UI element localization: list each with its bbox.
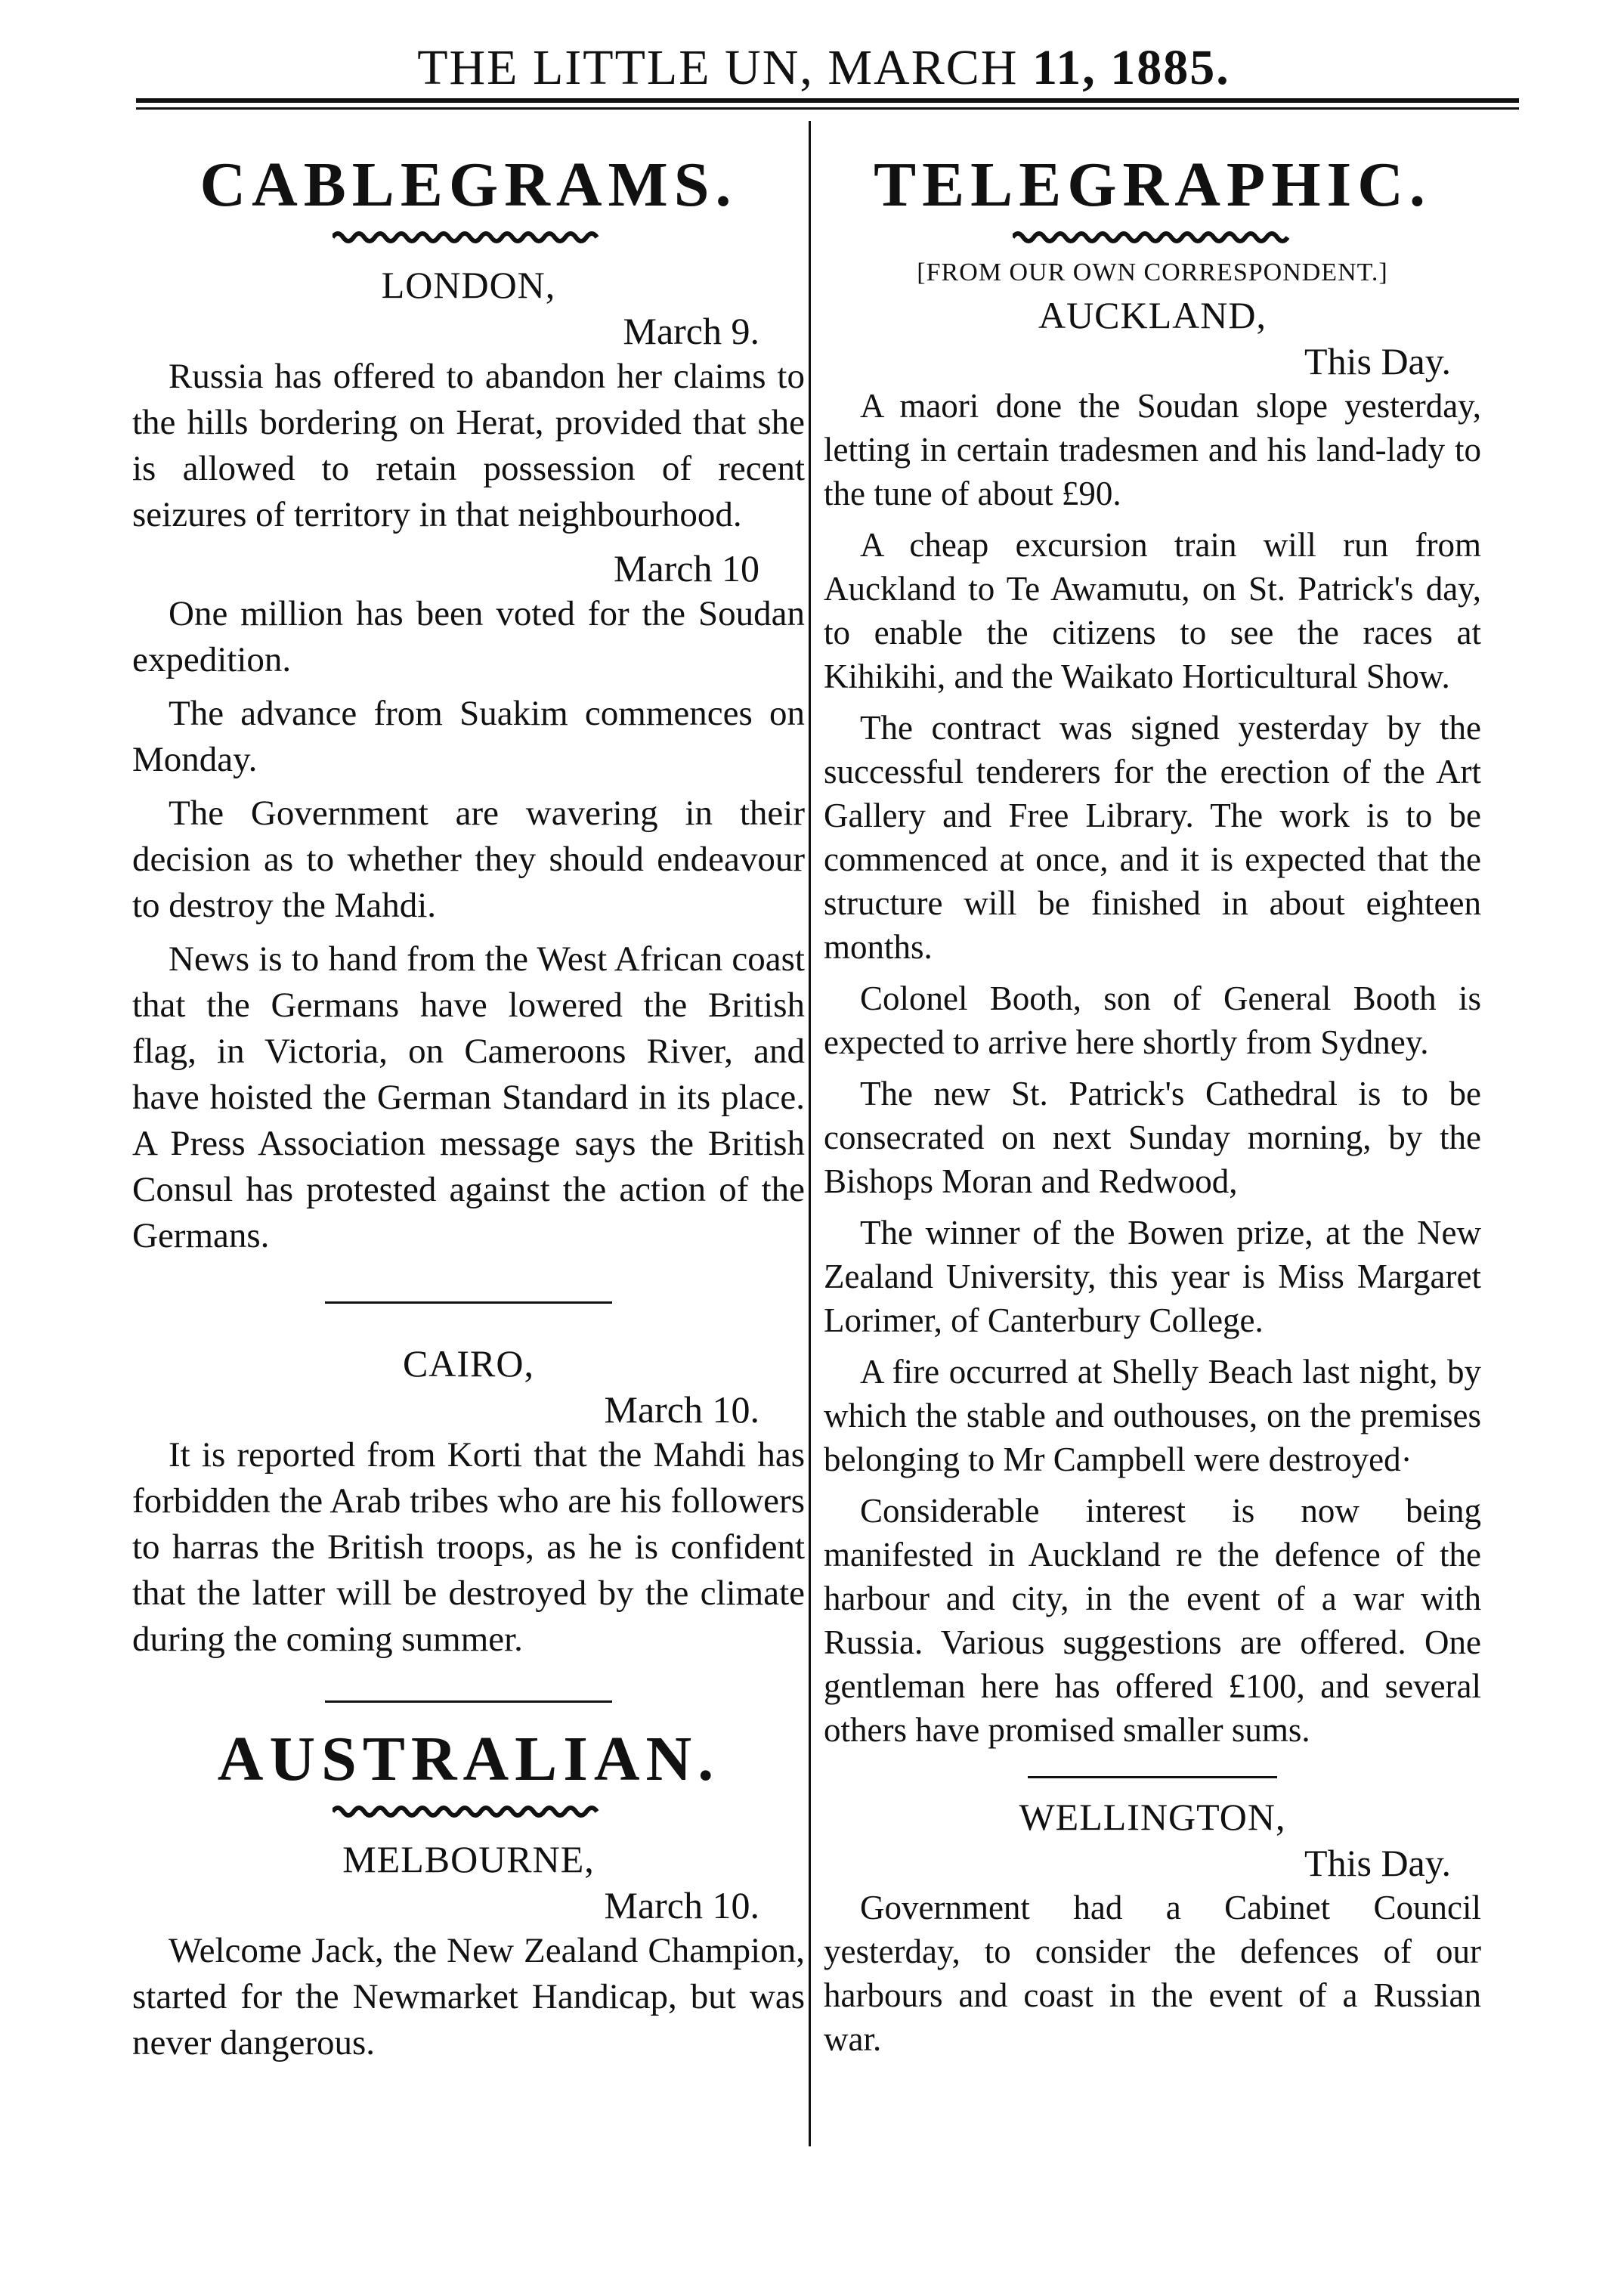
news-item-defence: Considerable interest is now being manifested in Auckland re the defence of the harbour and city, in the event of a war with Russia. Various suggestions are offered. One gentleman here has offered £100, and several others have promised smaller sums. [824,1492,1481,1749]
cairo-dateline: CAIRO, [402,1342,535,1385]
news-item-art-gallery: The contract was signed yesterday by the successful tenderers for the erection of the Art Gallery and Free Library. The work is to be commenced at once, and it is expected that the structure will be finished in about eighteen months. [824,709,1481,966]
news-item-million: One million has been voted for the Soudan expedition. [132,594,805,679]
news-item-cathedral: The new St. Patrick's Cathedral is to be consecrated on next Sunday morning, by the Bishops Moran and Redwood, [824,1075,1481,1200]
ornament-squiggle [333,1804,605,1819]
news-item-cabinet: Government had a Cabinet Council yesterday, to consider the defences of our harbours and coast in the event of a Russian war. [824,1889,1481,2058]
wellington-dateline: WELLINGTON, [1019,1796,1286,1838]
telegraphic-heading: TELEGRAPHIC. [874,150,1431,220]
news-item-cameroons: News is to hand from the West African coast that the Germans have lowered the British flag, in Victoria, on Cameroons River, and have hoisted the German Standard in its place. A Press Association message says the British Consul has protested against the action of the Germans. [132,939,805,1255]
news-item-maori: A maori done the Soudan slope yesterday, letting in certain tradesmen and his land-lady to the tune of about £90. [824,387,1481,512]
melbourne-dateline: MELBOURNE, [342,1838,595,1880]
masthead-rule-thin [136,107,1519,110]
london-dateline: LONDON, [381,264,556,306]
separator-rule [325,1700,612,1703]
news-item-fire: A fire occurred at Shelly Beach last night, by which the stable and outhouses, on the premises belonging to Mr Campbell were destroyed· [824,1353,1481,1478]
column-divider [809,121,811,2146]
correspondent-note: [FROM OUR OWN CORRESPONDENT.] [917,258,1388,286]
issue-day: 11, [1032,40,1097,95]
ornament-squiggle [1013,230,1292,245]
wellington-date: This Day. [1304,1842,1451,1884]
left-column [132,128,805,2074]
australian-heading: AUSTRALIAN. [217,1724,720,1794]
news-item-bowen-prize: The winner of the Bowen prize, at the New Zealand University, this year is Miss Margaret Lorimer, of Canterbury College. [824,1214,1481,1339]
auckland-dateline: AUCKLAND, [1038,294,1267,336]
news-item-suakim: The advance from Suakim commences on Monday. [132,694,805,779]
news-item-excursion: A cheap excursion train will run from Auckland to Te Awamutu, on St. Patrick's day, to enable the citizens to see the races at Kihikihi, and the Waikato Horticultural Show. [824,526,1481,695]
news-item-russia: Russia has offered to abandon her claims to the hills bordering on Herat, provided that she is allowed to retain possession of recent seizures of territory in that neighbourhood. [132,357,805,534]
separator-rule [325,1301,612,1304]
news-item-mahdi: The Government are wavering in their decision as to whether they should endeavour to destroy the Mahdi. [132,794,805,925]
right-column [824,128,1481,2069]
masthead [136,30,1511,106]
cairo-date: March 10. [604,1388,759,1431]
ornament-squiggle [333,230,605,245]
auckland-date: This Day. [1304,340,1451,382]
separator-rule [1028,1776,1277,1778]
cablegrams-heading: CABLEGRAMS. [200,150,738,220]
paper-name: THE LITTLE UN, [417,40,814,95]
news-item-colonel-booth: Colonel Booth, son of General Booth is expected to arrive here shortly from Sydney. [824,979,1481,1061]
melbourne-date: March 10. [604,1884,759,1926]
issue-month: MARCH [827,40,1019,95]
london-date-1: March 9. [623,310,759,352]
news-item-korti: It is reported from Korti that the Mahdi has forbidden the Arab tribes who are his followers to harras the British troops, as he is confident that the latter will be destroyed by the climate during the coming summer. [132,1435,805,1659]
news-item-welcome-jack: Welcome Jack, the New Zealand Champion, started for the Newmarket Handicap, but was never dangerous. [132,1931,805,2062]
issue-year: 1885. [1110,40,1230,95]
masthead-rule [136,98,1519,103]
london-date-2: March 10 [614,547,759,589]
